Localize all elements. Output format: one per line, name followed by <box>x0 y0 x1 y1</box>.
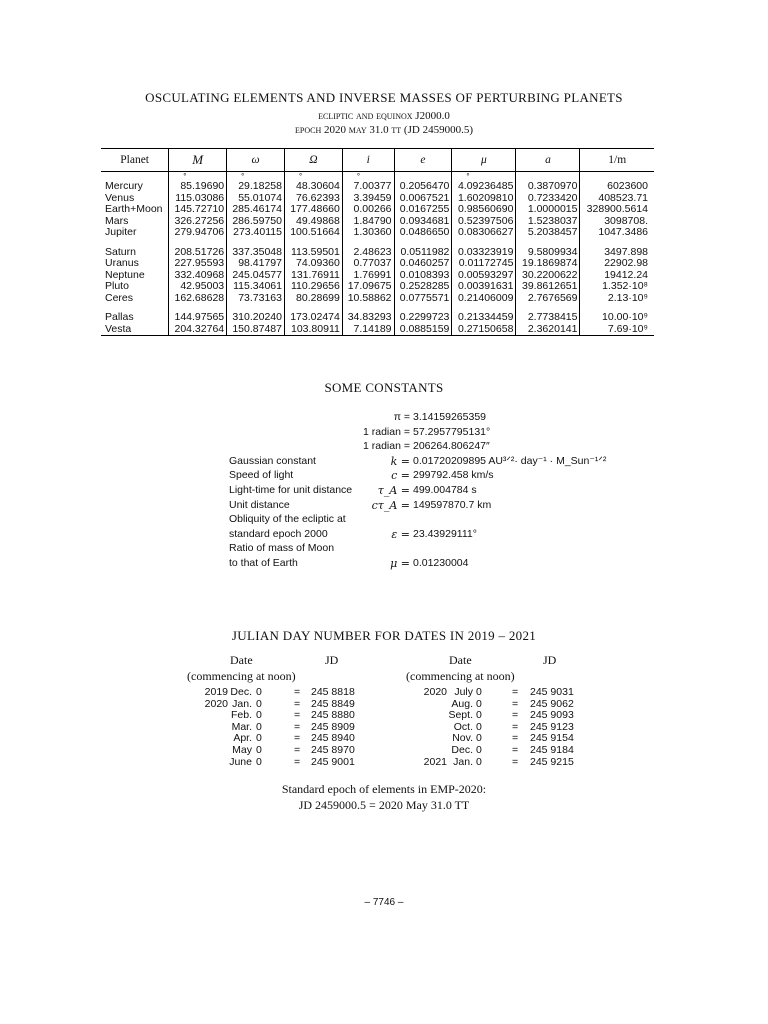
table-cell: 22902.98 <box>580 258 654 270</box>
table-cell: 1.84790 <box>342 216 394 228</box>
table-cell: 1.30360 <box>342 227 394 239</box>
table-cell: 0.00593297 <box>452 270 516 282</box>
table-cell: 100.51664 <box>284 227 342 239</box>
degree-mark: ° <box>342 172 394 182</box>
subtitle-epoch: epoch 2020 may 31.0 tt (JD 2459000.5) <box>295 124 473 136</box>
jd-month: June <box>229 755 252 768</box>
table-cell: 9.5809934 <box>516 247 580 259</box>
table-cell: 273.40115 <box>227 227 285 239</box>
jd-value: 245 8970 <box>311 744 355 756</box>
table-row <box>101 227 654 239</box>
constant-label: Gaussian constant <box>229 454 316 467</box>
jd-day: 0 <box>256 720 262 733</box>
jd-equals: = <box>294 720 301 733</box>
column-header-4: i <box>342 149 394 172</box>
table-cell: 0.0067521 <box>394 193 452 205</box>
table-cell: 1.0000015 <box>516 204 580 216</box>
table-cell: 5.2038457 <box>516 227 580 239</box>
table-cell: 150.87487 <box>227 324 285 336</box>
jd-equals: = <box>294 686 301 698</box>
constant-value: 499.004784 s <box>413 484 477 496</box>
column-header-0: Planet <box>101 149 169 172</box>
constant-symbol: π = <box>393 411 410 423</box>
table-cell: 326.27256 <box>169 216 227 228</box>
subtitle-ecliptic: ecliptic and equinox J2000.0 <box>318 110 450 122</box>
jd-day: 0 <box>256 732 262 745</box>
table-cell: 0.03323919 <box>452 247 516 259</box>
table-cell: 19.1869874 <box>516 258 580 270</box>
planet-name: Mars <box>105 214 129 227</box>
constant-label: Obliquity of the ecliptic at <box>229 513 346 526</box>
jd-equals: = <box>512 697 519 710</box>
jd-month: Jan. <box>453 755 473 768</box>
table-row <box>101 312 654 324</box>
jd-value: 245 9093 <box>530 709 574 722</box>
table-cell: 2.7676569 <box>516 293 580 305</box>
table-cell: 131.76911 <box>284 270 342 282</box>
jd-day: 0 <box>256 709 262 722</box>
constant-value: 23.43929111° <box>413 527 477 540</box>
jd-month: Dec. <box>230 686 252 698</box>
table-cell: 0.21334459 <box>452 312 516 324</box>
document-title: OSCULATING ELEMENTS AND INVERSE MASSES OF PERTURBING PLANETS <box>145 90 623 105</box>
table-cell: 0.01172745 <box>452 258 516 270</box>
jd-value: 245 9031 <box>530 686 574 698</box>
table-cell: 80.28699 <box>284 293 342 305</box>
table-cell: 10.00·10⁹ <box>580 312 654 324</box>
constant-value: 3.14159265359 <box>413 411 486 423</box>
table-cell: 73.73163 <box>227 293 285 305</box>
page-number: – 7746 – <box>364 897 404 908</box>
jd-header: JD <box>325 653 339 667</box>
table-cell: 0.27150658 <box>452 324 516 336</box>
table-cell: 39.8612651 <box>516 281 580 293</box>
jd-year: 2021 <box>423 755 447 768</box>
planet-name: Saturn <box>105 245 136 258</box>
table-cell: 3098708. <box>580 216 654 228</box>
table-cell: 0.98560690 <box>452 204 516 216</box>
table-cell: 2.48623 <box>342 247 394 259</box>
jd-value: 245 9215 <box>530 755 574 768</box>
jd-day: 0 <box>476 697 482 710</box>
table-cell: 6023600 <box>580 181 654 193</box>
table-cell: 1.76991 <box>342 270 394 282</box>
degree-mark: ° <box>284 172 342 182</box>
jd-month: Dec. <box>451 744 473 756</box>
constant-symbol: μ = <box>390 557 410 570</box>
column-header-7: a <box>516 149 580 172</box>
constant-symbol: c = <box>391 469 410 483</box>
planet-name: Earth+Moon <box>105 203 163 215</box>
jd-month: May <box>232 744 252 756</box>
table-cell: 115.34061 <box>227 281 285 293</box>
table-cell: 0.0108393 <box>394 270 452 282</box>
date-header: Date <box>449 653 472 667</box>
table-cell: 0.77037 <box>342 258 394 270</box>
table-cell: 227.95593 <box>169 258 227 270</box>
table-cell: 76.62393 <box>284 193 342 205</box>
table-cell: 7.00377 <box>342 181 394 193</box>
table-cell: 2.3620141 <box>516 324 580 336</box>
jd-day: 0 <box>476 720 482 733</box>
table-row <box>101 258 654 270</box>
table-cell: 285.46174 <box>227 204 285 216</box>
jd-month: Mar. <box>231 720 252 733</box>
table-cell: 2.7738415 <box>516 312 580 324</box>
date-header: Date <box>230 653 253 667</box>
table-cell: 74.09360 <box>284 258 342 270</box>
jd-day: 0 <box>476 709 482 722</box>
table-cell: 144.97565 <box>169 312 227 324</box>
column-header-1: M <box>169 149 227 172</box>
constant-label: Speed of light <box>229 469 294 482</box>
table-cell: 0.2528285 <box>394 281 452 293</box>
planet-name: Uranus <box>105 257 139 269</box>
table-cell: 115.03086 <box>169 193 227 205</box>
jd-equals: = <box>294 709 301 722</box>
table-cell: 2.13·10⁹ <box>580 293 654 305</box>
table-cell: 408523.71 <box>580 193 654 205</box>
table-cell: 162.68628 <box>169 293 227 305</box>
table-cell: 49.49868 <box>284 216 342 228</box>
constant-value: 149597870.7 km <box>413 498 492 511</box>
constant-label: Ratio of mass of Moon <box>229 542 335 555</box>
table-cell: 0.52397506 <box>452 216 516 228</box>
table-cell: 1.60209810 <box>452 193 516 205</box>
jd-day: 0 <box>476 744 482 756</box>
table-cell: 286.59750 <box>227 216 285 228</box>
table-cell: 279.94706 <box>169 227 227 239</box>
table-cell: 0.21406009 <box>452 293 516 305</box>
jd-value: 245 8880 <box>311 709 355 722</box>
table-cell: 0.08306627 <box>452 227 516 239</box>
planet-name: Ceres <box>105 291 134 304</box>
constant-label: Unit distance <box>229 498 290 511</box>
table-row <box>101 181 654 193</box>
planet-name: Pluto <box>105 280 129 292</box>
jd-month: Jan. <box>232 697 252 710</box>
jd-value: 245 8849 <box>311 697 355 710</box>
epoch-note-line2: JD 2459000.5 = 2020 May 31.0 TT <box>298 798 470 812</box>
planet-name: Vesta <box>101 324 169 336</box>
date-subheader: (commencing at noon) <box>406 669 515 683</box>
table-cell: 7.14189 <box>342 324 394 336</box>
table-cell: 208.51726 <box>169 247 227 259</box>
jd-equals: = <box>512 744 519 756</box>
jd-day: 0 <box>256 697 262 710</box>
jd-day: 0 <box>476 732 482 745</box>
table-cell: 0.0511982 <box>394 247 452 259</box>
jd-year: 2020 <box>423 686 447 698</box>
constant-symbol: 1 radian = <box>363 440 410 453</box>
jd-equals: = <box>294 697 301 710</box>
table-cell: 0.2299723 <box>394 312 452 324</box>
jd-value: 245 8940 <box>311 732 355 745</box>
degree-mark: ° <box>227 172 285 182</box>
table-cell: 103.80911 <box>284 324 342 336</box>
julian-title: JULIAN DAY NUMBER FOR DATES IN 2019 – 2021 <box>231 628 537 643</box>
constant-label: standard epoch 2000 <box>229 527 328 540</box>
planet-name: Pallas <box>105 311 134 323</box>
jd-equals: = <box>294 744 301 756</box>
table-cell: 113.59501 <box>284 247 342 259</box>
table-cell: 34.83293 <box>342 312 394 324</box>
table-cell: 310.20240 <box>227 312 285 324</box>
constant-value: 299792.458 km/s <box>413 469 494 482</box>
table-cell: 4.09236485 <box>452 181 516 193</box>
jd-month: Oct. <box>453 720 473 733</box>
constant-symbol: k = <box>390 454 410 468</box>
jd-equals: = <box>512 686 519 698</box>
table-cell: 29.18258 <box>227 181 285 193</box>
table-cell: 3497.898 <box>580 247 654 259</box>
jd-value: 245 8818 <box>311 686 355 698</box>
jd-year: 2019 <box>204 686 228 698</box>
column-header-2: ω <box>227 149 285 172</box>
jd-day: 0 <box>256 744 262 756</box>
table-row <box>101 281 654 293</box>
jd-value: 245 9184 <box>530 744 574 756</box>
table-cell: 19412.24 <box>580 270 654 282</box>
table-cell: 55.01074 <box>227 193 285 205</box>
jd-month: Feb. <box>230 709 252 722</box>
epoch-note-line1: Standard epoch of elements in EMP-2020: <box>281 782 487 796</box>
jd-day: 0 <box>256 755 262 768</box>
table-cell: 17.09675 <box>342 281 394 293</box>
table-cell: 1.5238037 <box>516 216 580 228</box>
constant-value: 57.2957795131° <box>413 425 491 438</box>
planet-name: Mercury <box>105 180 143 192</box>
table-cell: 3.39459 <box>342 193 394 205</box>
table-body <box>101 172 654 336</box>
jd-day: 0 <box>256 686 262 698</box>
degree-mark: ° <box>169 172 227 182</box>
constant-symbol: cτ_A = <box>371 498 410 512</box>
jd-value: 245 9062 <box>530 697 574 710</box>
jd-month: Apr. <box>233 732 252 745</box>
table-cell: 1047.3486 <box>580 227 654 239</box>
column-header-3: Ω <box>284 149 342 172</box>
column-header-6: μ <box>452 149 516 172</box>
jd-equals: = <box>512 720 519 733</box>
column-header-5: e <box>394 149 452 172</box>
table-cell: 7.69·10⁹ <box>580 324 654 336</box>
table-cell: 0.0934681 <box>394 216 452 228</box>
jd-month: July <box>454 686 473 698</box>
jd-month: Sept. <box>448 709 473 722</box>
column-header-8: 1/m <box>580 149 654 172</box>
table-cell: 0.0775571 <box>394 293 452 305</box>
table-cell: 337.35048 <box>227 247 285 259</box>
table-cell: 48.30604 <box>284 181 342 193</box>
jd-equals: = <box>512 755 519 768</box>
table-cell: 42.95003 <box>169 281 227 293</box>
table-cell: 245.04577 <box>227 270 285 282</box>
table-cell: 0.00266 <box>342 204 394 216</box>
table-row <box>101 204 654 216</box>
degree-mark: ° <box>452 172 516 182</box>
jd-day: 0 <box>476 686 482 698</box>
table-cell: 173.02474 <box>284 312 342 324</box>
planet-elements-table <box>101 148 654 336</box>
constant-symbol: ε = <box>391 527 410 541</box>
table-cell: 204.32764 <box>169 324 227 336</box>
jd-month: Nov. <box>452 732 473 745</box>
table-cell: 98.41797 <box>227 258 285 270</box>
constant-symbol: 1 radian = <box>363 425 410 438</box>
table-cell: 177.48660 <box>284 204 342 216</box>
constant-label: Light-time for unit distance <box>229 484 353 496</box>
jd-equals: = <box>512 709 519 722</box>
table-cell: 10.58862 <box>342 293 394 305</box>
table-cell: 0.0885159 <box>394 324 452 336</box>
jd-value: 245 9154 <box>530 732 574 745</box>
planet-name: Venus <box>105 191 135 204</box>
table-header-row <box>101 149 654 172</box>
table-cell: 0.0460257 <box>394 258 452 270</box>
table-cell: 0.0167255 <box>394 204 452 216</box>
table-cell: 0.00391631 <box>452 281 516 293</box>
table-cell: 85.19690 <box>169 181 227 193</box>
jd-value: 245 9001 <box>311 755 355 768</box>
jd-value: 245 9123 <box>530 720 574 733</box>
jd-equals: = <box>294 732 301 745</box>
jd-day: 0 <box>476 755 482 768</box>
constant-value: 0.01720209895 AU³ᐟ²· day⁻¹ · M_Sun⁻¹ᐟ² <box>413 454 607 467</box>
table-cell: 0.2056470 <box>394 181 452 193</box>
table-cell: 0.7233420 <box>516 193 580 205</box>
constants-title: SOME CONSTANTS <box>324 380 444 395</box>
constant-value: 0.01230004 <box>413 557 469 569</box>
table-cell: 110.29656 <box>284 281 342 293</box>
constant-label: to that of Earth <box>229 557 298 569</box>
jd-month: Aug. <box>451 697 473 710</box>
table-cell: 1.352·10⁸ <box>580 281 654 293</box>
jd-value: 245 8909 <box>311 720 355 733</box>
table-cell: 0.0486650 <box>394 227 452 239</box>
table-cell: 332.40968 <box>169 270 227 282</box>
table-cell: 0.3870970 <box>516 181 580 193</box>
constant-symbol: τ_A = <box>377 484 410 497</box>
table-cell: 145.72710 <box>169 204 227 216</box>
planet-name: Neptune <box>105 268 145 281</box>
date-subheader: (commencing at noon) <box>187 669 296 683</box>
planet-name: Jupiter <box>105 226 137 238</box>
jd-year: 2020 <box>204 697 228 710</box>
table-cell: 328900.5614 <box>580 204 654 216</box>
jd-header: JD <box>543 653 557 667</box>
table-row <box>101 324 654 336</box>
jd-equals: = <box>512 732 519 745</box>
jd-equals: = <box>294 755 301 768</box>
constant-value: 206264.806247″ <box>413 440 490 453</box>
table-row <box>101 293 654 305</box>
table-cell: 30.2200622 <box>516 270 580 282</box>
